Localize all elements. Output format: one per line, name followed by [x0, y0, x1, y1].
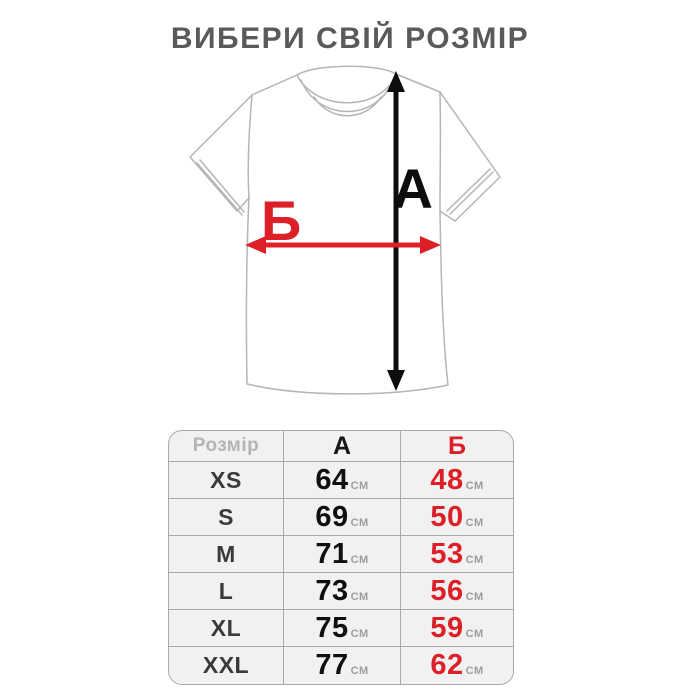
- unit-label: СМ: [350, 479, 369, 492]
- unit-label: СМ: [465, 590, 484, 603]
- measurement-value: 77: [315, 649, 349, 681]
- measurement-value: 73: [315, 574, 349, 607]
- width-b-label: Б: [261, 189, 302, 252]
- a-value-cell: [284, 647, 401, 684]
- size-table-row: [169, 610, 513, 647]
- size-table-row: [169, 647, 513, 684]
- unit-label: СМ: [350, 665, 369, 677]
- column-header-b: Б: [401, 431, 513, 462]
- unit-label: СМ: [465, 627, 484, 640]
- size-label-cell: XS: [169, 462, 284, 499]
- measurement-value: 59: [430, 611, 464, 644]
- b-value-cell: [401, 647, 513, 684]
- size-label-cell: L: [169, 573, 284, 610]
- unit-label: СМ: [350, 627, 369, 640]
- a-value-cell: [284, 610, 401, 647]
- measurement-value: 69: [315, 500, 349, 533]
- size-label-cell: M: [169, 536, 284, 573]
- unit-label: СМ: [465, 479, 484, 492]
- tshirt-outline: [190, 66, 500, 394]
- b-value-cell: [401, 462, 513, 499]
- measurement-value: 48: [430, 463, 464, 496]
- b-value-cell: [401, 610, 513, 647]
- b-value-cell: [401, 536, 513, 573]
- unit-label: СМ: [465, 516, 484, 529]
- a-value-cell: [284, 499, 401, 536]
- b-value-cell: [401, 573, 513, 610]
- a-value-cell: [284, 573, 401, 610]
- size-table-row: [169, 536, 513, 573]
- unit-label: СМ: [465, 665, 484, 677]
- measurement-value: 56: [430, 574, 464, 607]
- measurement-value: 75: [315, 611, 349, 644]
- unit-label: СМ: [350, 553, 369, 566]
- page-title: ВИБЕРИ СВІЙ РОЗМІР: [170, 22, 530, 55]
- size-label-cell: XL: [169, 610, 284, 647]
- measurement-value: 53: [430, 537, 464, 570]
- measurement-value: 71: [315, 537, 349, 570]
- unit-label: СМ: [465, 553, 484, 566]
- unit-label: СМ: [350, 590, 369, 603]
- size-label-cell: S: [169, 499, 284, 536]
- a-value-cell: [284, 462, 401, 499]
- measurement-value: 64: [315, 463, 349, 496]
- size-table-row: [169, 462, 513, 499]
- size-label-cell: XXL: [169, 647, 284, 684]
- a-value-cell: [284, 536, 401, 573]
- size-table-row: [169, 573, 513, 610]
- unit-label: СМ: [350, 516, 369, 529]
- measurement-value: 62: [430, 649, 464, 681]
- length-a-label: А: [392, 157, 433, 220]
- column-header-a: А: [284, 431, 401, 462]
- column-header-size: Розмір: [169, 431, 284, 462]
- b-value-cell: [401, 499, 513, 536]
- size-table-row: [169, 499, 513, 536]
- measurement-value: 50: [430, 500, 464, 533]
- size-table-header-row: [169, 431, 513, 462]
- size-table-body: [169, 462, 513, 684]
- size-table: [168, 430, 514, 685]
